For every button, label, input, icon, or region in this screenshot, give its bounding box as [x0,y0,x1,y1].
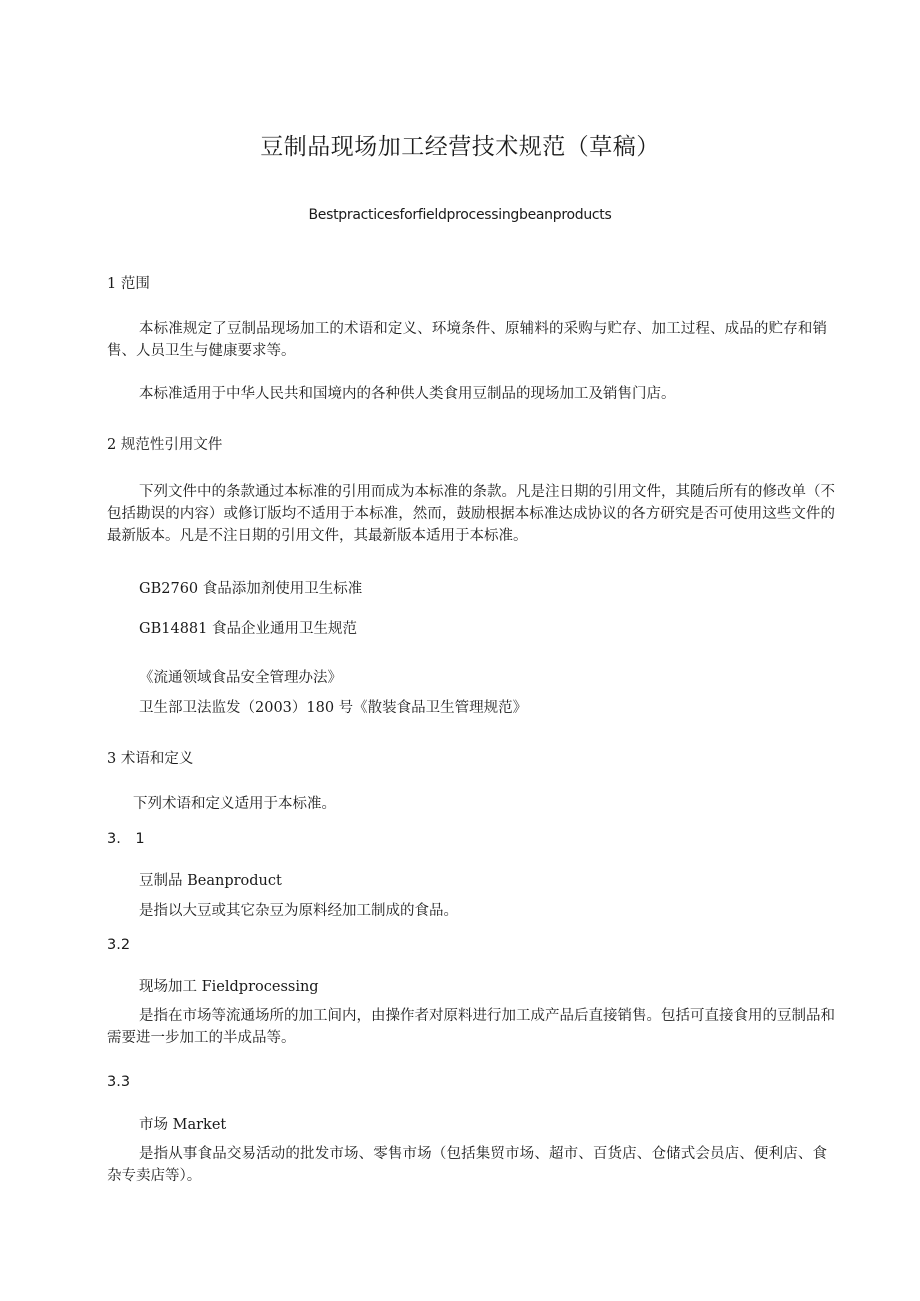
term-name: 市场 Market [139,1117,227,1133]
document-title: 豆制品现场加工经营技术规范（草稿） [260,134,660,160]
section-1-paragraph-1: 本标准规定了豆制品现场加工的术语和定义、环境条件、原辅料的采购与贮存、加工过程、成品的贮存和销售、人员卫生与健康要求等。 [107,321,827,359]
section-3-intro: 下列术语和定义适用于本标准。 [133,796,336,812]
document-subtitle: Bestpracticesforfieldprocessingbeanproducts [308,207,612,223]
section-1-heading: 1 范围 [107,276,150,292]
term-number: 3.3 [107,1074,131,1090]
term-definition: 是指从事食品交易活动的批发市场、零售市场（包括集贸市场、超市、百货店、仓储式会员店、便利店、食杂专卖店等）。 [107,1146,827,1184]
section-2-paragraph-1: 下列文件中的条款通过本标准的引用而成为本标准的条款。凡是注日期的引用文件，其随后所有的修改单（不包括勘误的内容）或修订版均不适用于本标准，然而，鼓励根据本标准达成协议的各方研究是否可使用这些文件的最新版本。凡是不注日期的引用文件，其最新版本适用于本标准。 [107,484,835,544]
term-name: 豆制品 Beanproduct [139,873,282,889]
section-1-paragraph-2: 本标准适用于中华人民共和国境内的各种供人类食用豆制品的现场加工及销售门店。 [139,386,676,402]
term-number: 3.2 [107,937,131,953]
term-definition: 是指在市场等流通场所的加工间内，由操作者对原料进行加工成产品后直接销售。包括可直接食用的豆制品和需要进一步加工的半成品等。 [107,1008,835,1046]
term-number: 3. 1 [107,831,145,847]
reference-item: 卫生部卫法监发（2003）180 号《散装食品卫生管理规范》 [139,700,528,716]
term-name: 现场加工 Fieldprocessing [139,979,319,995]
section-3-heading: 3 术语和定义 [107,751,194,767]
reference-item: GB2760 食品添加剂使用卫生标准 [139,581,363,597]
reference-item: GB14881 食品企业通用卫生规范 [139,621,357,637]
reference-item: 《流通领域食品安全管理办法》 [139,670,342,686]
section-2-heading: 2 规范性引用文件 [107,437,223,453]
term-definition: 是指以大豆或其它杂豆为原料经加工制成的食品。 [139,903,458,919]
